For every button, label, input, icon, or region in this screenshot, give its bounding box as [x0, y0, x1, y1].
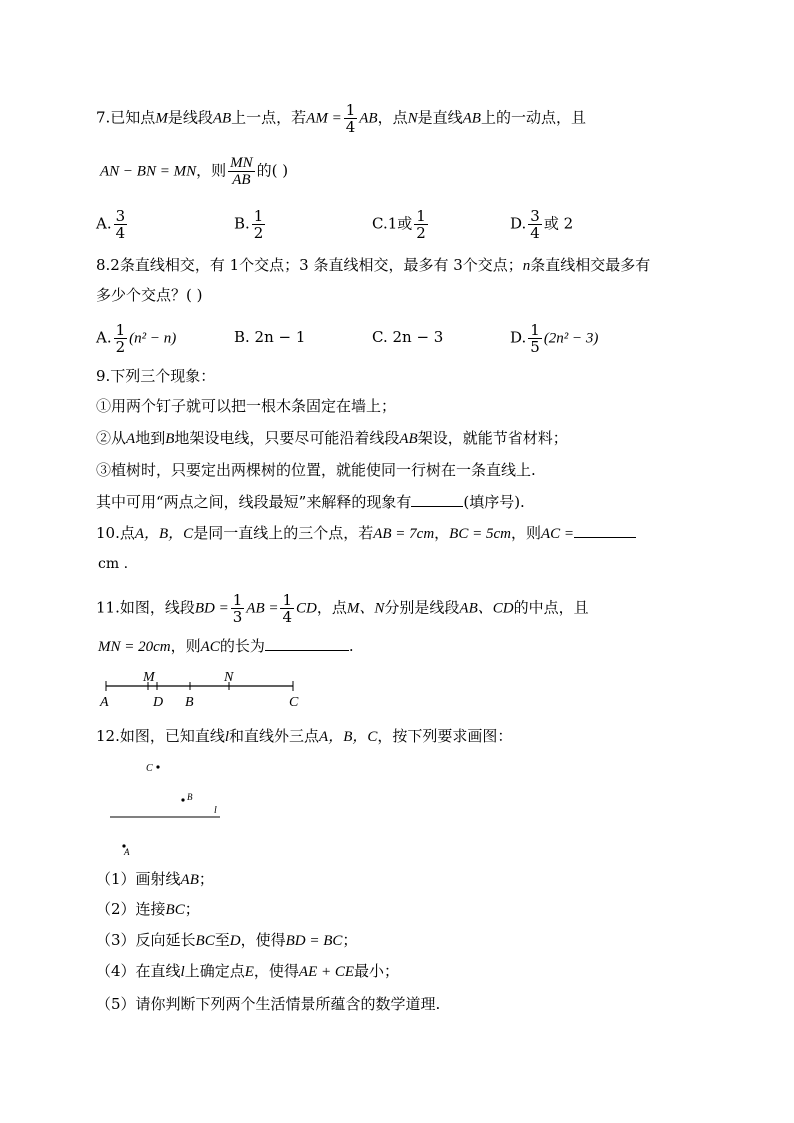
q12-text: ；	[184, 900, 200, 918]
numerator: 1	[416, 207, 426, 225]
q7-text: 7.已知点	[96, 108, 156, 127]
q11-segment-CD: CD	[296, 600, 317, 617]
q9-point-A: A	[126, 431, 136, 447]
label-N: N	[224, 670, 234, 685]
numerator: 3	[530, 207, 540, 225]
q11-equation: AB =	[246, 600, 279, 617]
denominator: 4	[115, 224, 126, 242]
q8-option-c: C. 2n − 3	[372, 328, 444, 346]
option-label: B.	[234, 214, 250, 233]
q7-text: 的( )	[256, 161, 289, 180]
numerator: 1	[345, 101, 356, 119]
numerator: 1	[253, 207, 264, 225]
denominator: 3	[232, 608, 243, 626]
q12-segment-BC: BC	[195, 933, 215, 949]
q12-point-D: D	[229, 933, 241, 949]
numerator: 1	[232, 591, 243, 609]
q11-text: 分别是线段	[384, 598, 460, 617]
q12-figure	[110, 763, 220, 857]
q12-step-2	[96, 899, 200, 920]
numerator: 1	[530, 321, 540, 339]
q12-text: （3）反向延长	[96, 931, 196, 949]
q12-title	[96, 726, 512, 747]
q9-text: ②从	[96, 429, 127, 447]
q8-variable-n: n	[522, 258, 531, 274]
q12-text: ，使得	[253, 962, 299, 980]
option-tail: 或 2	[543, 214, 574, 233]
q11-text: .	[348, 637, 354, 655]
denominator: 2	[416, 224, 426, 242]
label-D: D	[153, 695, 164, 710]
q10-equation: AB = 7cm	[373, 526, 435, 542]
option-label: C.1或	[372, 214, 413, 233]
denominator: 4	[530, 224, 540, 242]
q12-step-3	[96, 930, 357, 951]
q10-text: 10.点	[96, 524, 135, 542]
q9-item-1: ①用两个钉子就可以把一根木条固定在墙上；	[96, 397, 397, 415]
q11-figure	[99, 670, 299, 710]
q11-text: 的中点，且	[513, 598, 589, 617]
q12-expression: AE + CE	[298, 964, 355, 980]
q12-text: （2）连接	[96, 900, 166, 918]
q10-text: ，	[434, 524, 450, 542]
q11-text: ，点	[316, 598, 347, 617]
q11-segments: AB、CD	[459, 600, 514, 617]
q12-step-4	[96, 961, 399, 982]
q12-text: （4）在直线	[96, 962, 181, 980]
option-label: D.	[510, 214, 527, 233]
denominator: 5	[530, 338, 540, 356]
q8-option-b: B. 2n − 1	[234, 328, 306, 346]
q9-item-3: ③植树时，只要定出两棵树的位置，就能使同一行树在一条直线上.	[96, 461, 536, 479]
numerator: 1	[115, 321, 126, 339]
denominator: AB	[228, 171, 255, 188]
q7-equation: AM =	[306, 110, 342, 127]
q9-text: 地架设电线，只要尽可能沿着线段	[174, 429, 400, 447]
option-label: A.	[96, 214, 112, 233]
q12-line-l: l	[224, 729, 230, 745]
label-point-A: A	[124, 847, 130, 857]
q12-equation: BD = BC	[285, 933, 343, 949]
numerator: 3	[115, 207, 126, 225]
q7-text: 是线段	[167, 108, 213, 127]
q11-points: M、N	[346, 600, 385, 617]
option-label: A.	[96, 328, 112, 347]
option-expression: (2n² − 3)	[543, 330, 599, 347]
q12-text: （1）画射线	[96, 870, 181, 888]
q9-text: 其中可用“两点之间，线段最短”来解释的现象有	[96, 493, 412, 511]
q7-point-M: M	[155, 110, 168, 127]
q7-point-N: N	[407, 110, 418, 127]
q11-text: ，则	[170, 637, 201, 655]
q7-equation: AN − BN = MN	[100, 163, 197, 180]
q7-text: 上的一动点，且	[480, 108, 586, 127]
q12-text: 12.如图，已知直线	[96, 727, 225, 745]
q7-equation: AB	[359, 110, 378, 127]
numerator: MN	[230, 155, 253, 171]
q8-text: 8.2条直线相交，有 1个交点；3 条直线相交，最多有 3个交点；	[96, 256, 523, 274]
q12-ray-AB: AB	[180, 872, 199, 888]
label-line-l: l	[214, 805, 217, 816]
q12-text: 至	[214, 931, 230, 949]
q10-equation: BC = 5cm	[449, 526, 511, 542]
q9-title: 9.下列三个现象：	[96, 367, 216, 385]
label-A: A	[100, 695, 109, 710]
q9-text: (填序号).	[463, 493, 525, 511]
q7-text: ，点	[377, 108, 408, 127]
denominator: 4	[282, 608, 293, 626]
q7-text: ，则	[196, 161, 227, 180]
q12-text: 和直线外三点	[229, 727, 320, 745]
q7-text: 是直线	[417, 108, 463, 127]
q7-text: 上一点，若	[231, 108, 307, 127]
label-point-C: C	[146, 763, 153, 774]
point-C	[156, 765, 159, 768]
q8-text: 条直线相交最多有	[530, 256, 651, 274]
q11-segment-AC: AC	[200, 639, 220, 655]
q12-text: ；	[342, 931, 358, 949]
q7-segment-AB: AB	[462, 110, 481, 127]
q12-text: 上确定点	[184, 962, 245, 980]
q12-text: ；	[198, 870, 214, 888]
q9-text: 地到	[135, 429, 166, 447]
q9-segment-AB: AB	[399, 431, 418, 447]
q9-text: 架设，就能节省材料；	[417, 429, 568, 447]
q12-text: 最小；	[354, 962, 400, 980]
q10-text: 是同一直线上的三个点，若	[193, 524, 374, 542]
q10-points: A，B，C	[134, 526, 194, 542]
option-expression: (n² − n)	[129, 330, 177, 347]
q11-equation: BD =	[194, 600, 229, 617]
option-label: D.	[510, 328, 527, 347]
label-C: C	[289, 695, 299, 710]
q12-text: ，使得	[240, 931, 286, 949]
label-B: B	[185, 695, 194, 710]
point-B	[181, 798, 184, 801]
q12-points: A，B，C	[319, 729, 378, 745]
q10-text: ，则	[510, 524, 541, 542]
numerator: 1	[282, 591, 293, 609]
q10-unit: cm .	[98, 556, 129, 572]
q10-equation: AC =	[540, 526, 575, 542]
denominator: 2	[253, 224, 264, 242]
q11-equation: MN = 20cm	[98, 639, 171, 655]
q11-text: 的长为	[219, 637, 265, 655]
q12-step-1	[96, 869, 214, 890]
q7-segment-AB: AB	[212, 110, 232, 127]
label-point-B: B	[187, 792, 193, 802]
label-M: M	[143, 670, 155, 685]
denominator: 4	[345, 118, 356, 136]
q8-line2: 多少个交点？( )	[96, 286, 203, 304]
q12-text: ，按下列要求画图：	[377, 727, 513, 745]
denominator: 2	[115, 338, 126, 356]
q12-line-l: l	[180, 964, 185, 980]
q11-text: 11.如图，线段	[96, 598, 195, 617]
q9-point-B: B	[165, 431, 175, 447]
q12-step-5: （5）请你判断下列两个生活情景所蕴含的数学道理.	[96, 995, 441, 1013]
q12-segment-BC: BC	[165, 902, 185, 918]
q12-point-E: E	[244, 964, 254, 980]
